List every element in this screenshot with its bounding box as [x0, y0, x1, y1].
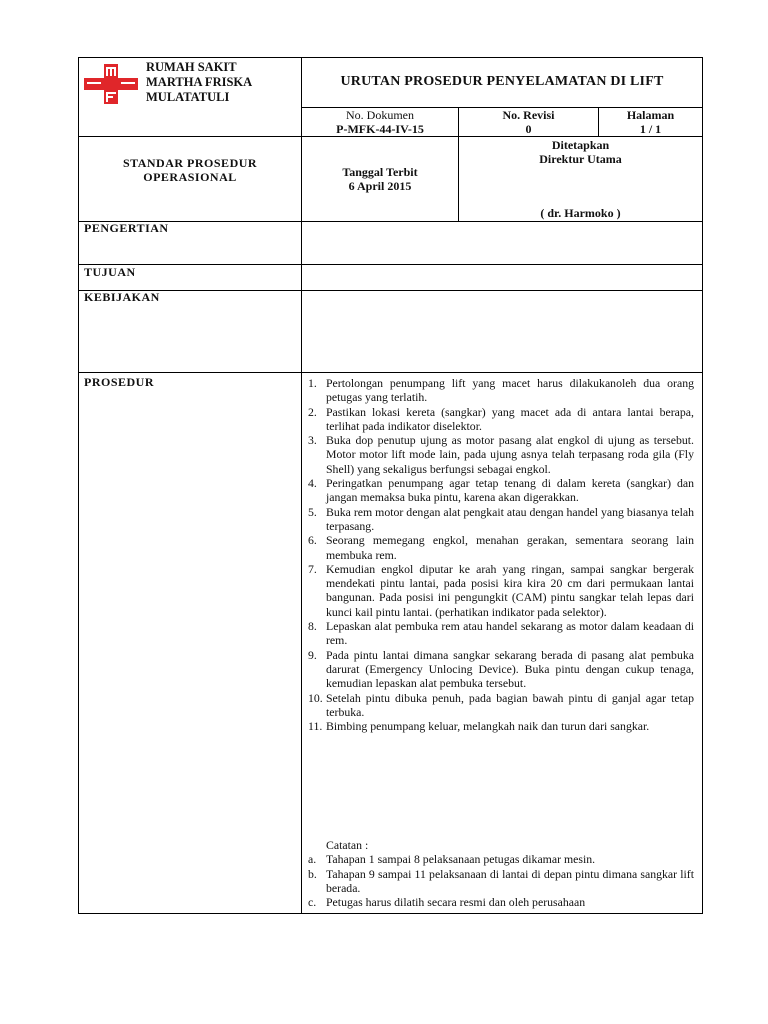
list-item	[308, 619, 694, 648]
list-item	[308, 376, 694, 405]
section-kebijakan: KEBIJAKAN	[84, 290, 160, 304]
page-value: 1 / 1	[639, 122, 662, 136]
sop-label	[79, 156, 301, 184]
step-text: Bimbing penumpang keluar, melangkah naik dan turun dari sangkar.	[326, 719, 650, 734]
revision-value: 0	[525, 122, 532, 136]
step-text: Seorang memegang engkol, menahan gerakan, sementara seorang lain membuka rem.	[326, 533, 694, 562]
list-item	[308, 867, 694, 896]
step-text: Lepaskan alat pembuka rem atau handel sekarang as motor dalam keadaan di rem.	[326, 619, 694, 648]
notes-heading: Catatan :	[326, 838, 369, 852]
list-item	[308, 433, 694, 476]
hospital-name-line: MULATATULI	[146, 90, 230, 104]
revision-label: No. Revisi	[502, 108, 555, 122]
issue-date-value: 6 April 2015	[348, 179, 412, 193]
procedure-steps	[308, 376, 694, 733]
list-item	[308, 648, 694, 691]
step-number: 11.	[308, 719, 323, 734]
step-text: Peringatkan penumpang agar tetap tenang di dalam kereta (sangkar) dan jangan memaksa buka pintu, karena akan digerakkan.	[326, 476, 694, 505]
note-text: Tahapan 1 sampai 8 pelaksanaan petugas dikamar mesin.	[326, 852, 596, 867]
list-item	[308, 691, 694, 720]
step-number: 8.	[308, 619, 317, 634]
approver-title: Direktur Utama	[539, 152, 622, 166]
document-title: URUTAN PROSEDUR PENYELAMATAN DI LIFT	[340, 74, 664, 89]
page-label: Halaman	[626, 108, 675, 122]
approver-name: ( dr. Harmoko )	[540, 206, 621, 220]
step-number: 5.	[308, 504, 317, 519]
note-letter: b.	[308, 866, 317, 881]
step-number: 4.	[308, 476, 317, 491]
list-item	[308, 533, 694, 562]
note-text: Petugas harus dilatih secara resmi dan oleh perusahaan	[326, 895, 586, 910]
section-pengertian: PENGERTIAN	[84, 221, 169, 235]
list-item	[308, 895, 694, 909]
note-text: Tahapan 9 sampai 11 pelaksanaan di lantai di depan pintu dimana sangkar lift berada.	[326, 866, 694, 895]
approval-label: Ditetapkan	[551, 138, 610, 152]
section-tujuan: TUJUAN	[84, 265, 136, 279]
step-text: Setelah pintu dibuka penuh, pada bagian bawah pintu di ganjal agar tetap terbuka.	[326, 690, 694, 719]
step-text: Pada pintu lantai dimana sangkar sekarang berada di pasang alat pembuka darurat (Emergency Unlocing Device). Buka pintu dengan cukup tenaga, kemudian lepaskan alat pembuka tersebut.	[326, 647, 694, 691]
step-text: Buka dop penutup ujung as motor pasang alat engkol di ujung as tersebut. Motor motor lift mode lain, pada ujung asnya telah terpasang roda gila (Fly Shell) yang sekaligus berfungsi sebagai engkol.	[326, 433, 694, 476]
list-item	[308, 852, 694, 866]
step-number: 3.	[308, 433, 317, 448]
hospital-name	[146, 60, 252, 105]
step-number: 10.	[308, 690, 323, 705]
issue-date-cell	[302, 165, 458, 193]
hospital-name-line: RUMAH SAKIT	[146, 60, 237, 74]
step-text: Buka rem motor dengan alat pengkait atau dengan handel yang biasanya telah terpasang.	[326, 504, 694, 533]
note-letter: c.	[308, 895, 317, 910]
list-item	[308, 719, 694, 733]
doc-number-value: P-MFK-44-IV-15	[336, 122, 424, 136]
step-number: 9.	[308, 647, 317, 662]
hospital-logo	[84, 64, 138, 104]
list-item	[308, 562, 694, 619]
step-number: 1.	[308, 376, 317, 390]
note-letter: a.	[308, 852, 317, 867]
step-text: Pertolongan penumpang lift yang macet harus dilakukanoleh dua orang petugas yang terlatih.	[326, 376, 694, 405]
list-item	[308, 405, 694, 434]
doc-number-cell	[302, 108, 458, 136]
step-number: 7.	[308, 561, 317, 576]
step-text: Kemudian engkol diputar ke arah yang ringan, sampai sangkar bergerak mendekati pintu lantai, pada posisi kira kira 20 cm dari permukaan lantai bangunan. Pada posisi ini pengungkit (CAM) pintu sangkar telah lepas dari kunci kail pintu lantai. (perhatikan indikator pada selektor).	[326, 561, 694, 619]
list-item	[308, 476, 694, 505]
hospital-name-line: MARTHA FRISKA	[146, 75, 253, 89]
sop-label-line: OPERASIONAL	[143, 170, 237, 184]
section-prosedur: PROSEDUR	[84, 375, 155, 389]
approval-cell	[459, 138, 702, 166]
step-number: 6.	[308, 533, 317, 548]
notes	[308, 838, 694, 909]
sop-label-line: STANDAR PROSEDUR	[122, 156, 258, 170]
step-number: 2.	[308, 404, 317, 419]
revision-cell	[459, 108, 598, 136]
step-text: Pastikan lokasi kereta (sangkar) yang macet ada di antara lantai berapa, terlihat pada indikator diselektor.	[326, 404, 694, 433]
doc-number-label: No. Dokumen	[346, 108, 414, 122]
page-cell	[599, 108, 702, 136]
list-item	[308, 505, 694, 534]
issue-date-label: Tanggal Terbit	[342, 165, 418, 179]
